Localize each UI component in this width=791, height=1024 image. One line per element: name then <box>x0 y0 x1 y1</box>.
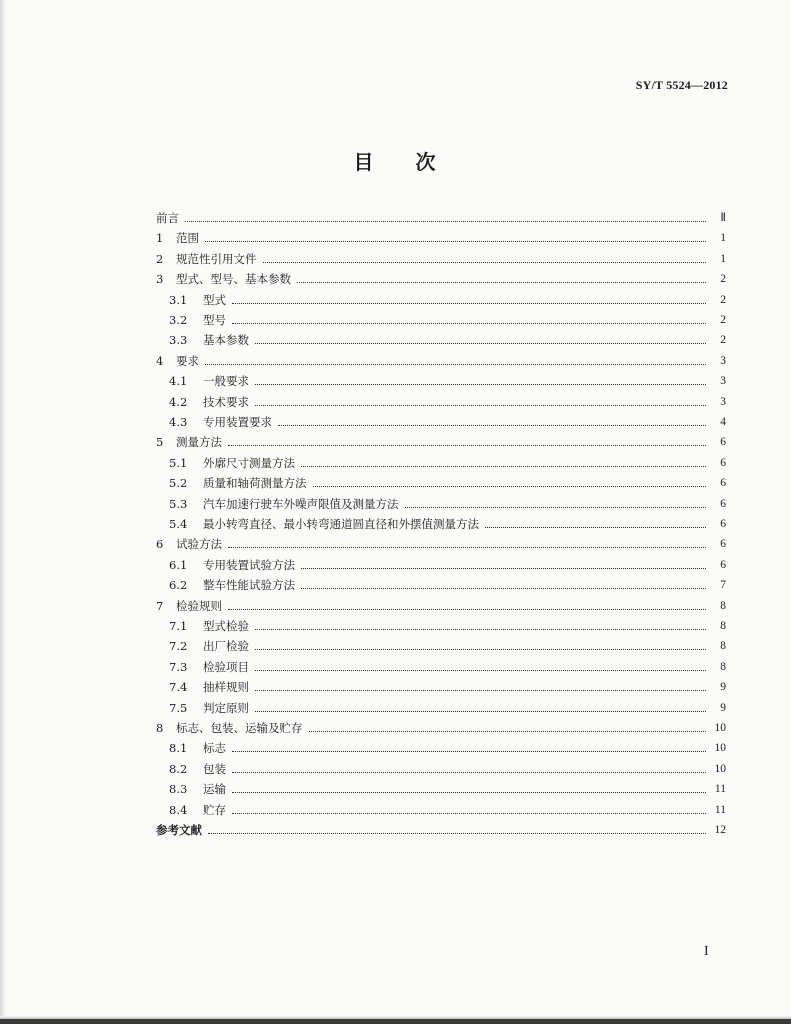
toc-entry-number: 5.2 <box>169 476 188 491</box>
toc-entry-page: 6 <box>720 558 726 571</box>
dot-leader <box>301 567 706 569</box>
dot-leader <box>255 710 706 712</box>
toc-entry-number: 6 <box>156 537 164 552</box>
toc-entry <box>156 411 726 429</box>
toc-entry-number: 7.4 <box>169 680 188 695</box>
dot-leader <box>255 342 706 344</box>
toc-entry-label: 质量和轴荷测量方法 <box>203 476 307 491</box>
toc-entry-number: 8.4 <box>169 802 188 817</box>
toc-entry-label: 外廓尺寸测量方法 <box>203 455 295 470</box>
toc-entry-number: 8 <box>156 721 164 735</box>
toc-entry-number: 7.2 <box>169 639 188 654</box>
toc-entry-label: 型式 <box>203 292 226 307</box>
toc-entry-label: 检验规则 <box>176 598 222 613</box>
toc-entry-page: 1 <box>720 252 726 265</box>
toc-entry-label: 汽车加速行驶车外噪声限值及测量方法 <box>203 496 399 511</box>
toc-entry <box>156 676 726 694</box>
toc-entry <box>156 370 726 388</box>
toc-entry-page: 10 <box>714 762 726 775</box>
toc-entry-number: 5 <box>156 435 164 450</box>
toc-entry-number: 8.2 <box>169 761 188 776</box>
toc-entry-number: 7.1 <box>169 619 188 633</box>
toc-entry-page: 3 <box>720 354 726 367</box>
toc-entry-label: 型式检验 <box>203 619 249 633</box>
dot-leader <box>255 628 706 630</box>
toc-entry <box>156 350 726 368</box>
dot-leader <box>205 240 706 242</box>
toc-entry-page: 4 <box>720 416 726 428</box>
toc-entry-page: 3 <box>720 395 726 408</box>
title-char-1: 目 <box>353 150 376 174</box>
toc-entry-label: 抽样规则 <box>203 680 249 695</box>
toc-entry <box>156 717 726 735</box>
toc-entry-number: 5.4 <box>169 517 188 531</box>
toc-entry-label: 规范性引用文件 <box>176 251 257 266</box>
dot-leader <box>228 546 706 548</box>
toc-entry-number: 7.3 <box>169 659 188 674</box>
toc-entry <box>156 595 726 613</box>
toc-entry-number: 5.3 <box>169 496 188 511</box>
toc-entry-page: 3 <box>720 375 726 388</box>
toc-entry-page: 10 <box>714 742 726 755</box>
toc-entry <box>156 207 726 225</box>
toc-entry-number: 3.3 <box>169 333 188 348</box>
toc-entry-page: 11 <box>714 803 726 816</box>
toc-entry-page: 9 <box>720 701 726 714</box>
toc-entry-number: 4.2 <box>169 394 188 409</box>
toc-entry-number: 3.1 <box>169 292 188 307</box>
toc-entry <box>156 227 726 245</box>
page-number: I <box>704 944 709 959</box>
toc-entry-page: 11 <box>714 783 726 796</box>
toc-entry-label: 范围 <box>176 231 199 246</box>
toc-entry <box>156 635 726 653</box>
toc-entry-number: 2 <box>156 251 164 266</box>
toc-entry-label: 测量方法 <box>176 435 222 450</box>
toc-entry <box>156 737 726 755</box>
dot-leader <box>232 771 706 773</box>
dot-leader <box>232 322 706 324</box>
toc-entry-label: 型式、型号、基本参数 <box>176 272 291 287</box>
title-char-2: 次 <box>415 150 438 174</box>
toc-entry-label: 出厂检验 <box>203 639 249 654</box>
toc-entry-label: 运输 <box>203 782 226 797</box>
toc-entry-number: 4.3 <box>169 415 188 429</box>
toc-entry <box>156 391 726 409</box>
dot-leader <box>313 485 707 487</box>
toc-entry-label: 参考文献 <box>156 823 202 837</box>
toc-entry-label: 贮存 <box>203 802 226 817</box>
toc-entry <box>156 452 726 470</box>
dot-leader <box>297 281 706 283</box>
dot-leader <box>255 689 706 691</box>
dot-leader <box>309 730 707 732</box>
toc-entry-number: 6.2 <box>169 578 188 593</box>
toc-entry-number: 1 <box>156 231 164 246</box>
toc-entry <box>156 758 726 776</box>
toc-entry <box>156 309 726 327</box>
toc-entry-page: Ⅱ <box>720 212 726 224</box>
document-number: SY/T 5524—2012 <box>635 78 728 92</box>
toc-entry-label: 检验项目 <box>203 659 249 674</box>
toc-entry-label: 最小转弯直径、最小转弯通道圆直径和外摆值测量方法 <box>203 517 479 531</box>
toc-entry-label: 专用装置试验方法 <box>203 557 295 572</box>
toc-entry-label: 基本参数 <box>203 333 249 348</box>
toc-entry <box>156 656 726 674</box>
dot-leader <box>232 750 706 752</box>
dot-leader <box>405 506 707 508</box>
dot-leader <box>263 261 707 263</box>
dot-leader <box>301 587 706 589</box>
toc-entry <box>156 778 726 796</box>
toc-entry-label: 技术要求 <box>203 394 249 409</box>
toc-entry <box>156 615 726 633</box>
toc-entry-number: 6.1 <box>169 557 188 572</box>
toc-entry-label: 试验方法 <box>176 537 222 552</box>
toc-entry-label: 专用装置要求 <box>203 415 272 429</box>
toc-entry <box>156 289 726 307</box>
dot-leader <box>255 383 706 385</box>
toc-entry-page: 6 <box>720 436 726 449</box>
toc-entry-number: 3.2 <box>169 313 188 327</box>
toc-entry <box>156 472 726 490</box>
toc-entry <box>156 574 726 592</box>
toc-entry-number: 4 <box>156 353 164 368</box>
page-bottom-edge <box>0 1019 791 1024</box>
toc-entry-page: 2 <box>720 334 726 347</box>
dot-leader <box>232 812 706 814</box>
toc-entry-page: 6 <box>720 456 726 469</box>
toc-entry-number: 8.1 <box>169 741 188 756</box>
dot-leader <box>208 832 706 834</box>
toc-entry-label: 标志、包装、运输及贮存 <box>176 721 303 735</box>
dot-leader <box>232 791 706 793</box>
toc-entry-label: 整车性能试验方法 <box>203 578 295 593</box>
toc-entry <box>156 268 726 286</box>
toc-entry-label: 型号 <box>203 313 226 327</box>
dot-leader <box>205 363 706 365</box>
toc-entry-label: 一般要求 <box>203 374 249 389</box>
toc-entry-number: 7.5 <box>169 700 188 715</box>
toc-entry-page: 6 <box>720 538 726 551</box>
dot-leader <box>228 608 706 610</box>
toc-entry-label: 要求 <box>176 353 199 368</box>
dot-leader <box>278 424 706 426</box>
toc-entry <box>156 697 726 715</box>
toc-entry <box>156 554 726 572</box>
toc-entry-page: 6 <box>720 518 726 530</box>
toc-entry <box>156 248 726 266</box>
toc-entry-page: 6 <box>720 477 726 490</box>
toc-entry-page: 8 <box>720 599 726 612</box>
toc-entry <box>156 493 726 511</box>
toc-entry-page: 6 <box>720 497 726 510</box>
toc-entry-page: 7 <box>720 579 726 592</box>
toc-entry-label: 判定原则 <box>203 700 249 715</box>
dot-leader <box>485 526 706 528</box>
toc-entry-label: 标志 <box>203 741 226 756</box>
toc-entry-page: 1 <box>720 232 726 245</box>
toc-entry-page: 10 <box>714 722 726 734</box>
toc-entry-page: 2 <box>720 314 726 326</box>
toc-entry <box>156 819 726 837</box>
toc-entry <box>156 799 726 817</box>
toc-entry <box>156 533 726 551</box>
toc-entry-page: 8 <box>720 640 726 653</box>
toc-entry-number: 5.1 <box>169 455 188 470</box>
dot-leader <box>255 648 706 650</box>
toc-entry-number: 3 <box>156 272 164 287</box>
toc-entry-page: 8 <box>720 620 726 632</box>
page-title <box>0 146 791 175</box>
toc-entry <box>156 513 726 531</box>
toc-entry-page: 8 <box>720 660 726 673</box>
toc-entry-page: 9 <box>720 681 726 694</box>
toc-entry-page: 12 <box>714 824 726 836</box>
toc-entry-number: 7 <box>156 598 164 613</box>
toc-entry-number: 4.1 <box>169 374 188 389</box>
toc-entry-label: 前言 <box>156 211 179 225</box>
dot-leader <box>185 220 706 222</box>
toc-entry <box>156 431 726 449</box>
dot-leader <box>228 444 706 446</box>
toc-entry-page: 2 <box>720 293 726 306</box>
dot-leader <box>301 465 706 467</box>
dot-leader <box>255 404 706 406</box>
toc-entry-label: 包装 <box>203 761 226 776</box>
toc-entry <box>156 329 726 347</box>
toc-entry-number: 8.3 <box>169 782 188 797</box>
dot-leader <box>255 669 706 671</box>
dot-leader <box>232 302 706 304</box>
toc-entry-page: 2 <box>720 273 726 286</box>
